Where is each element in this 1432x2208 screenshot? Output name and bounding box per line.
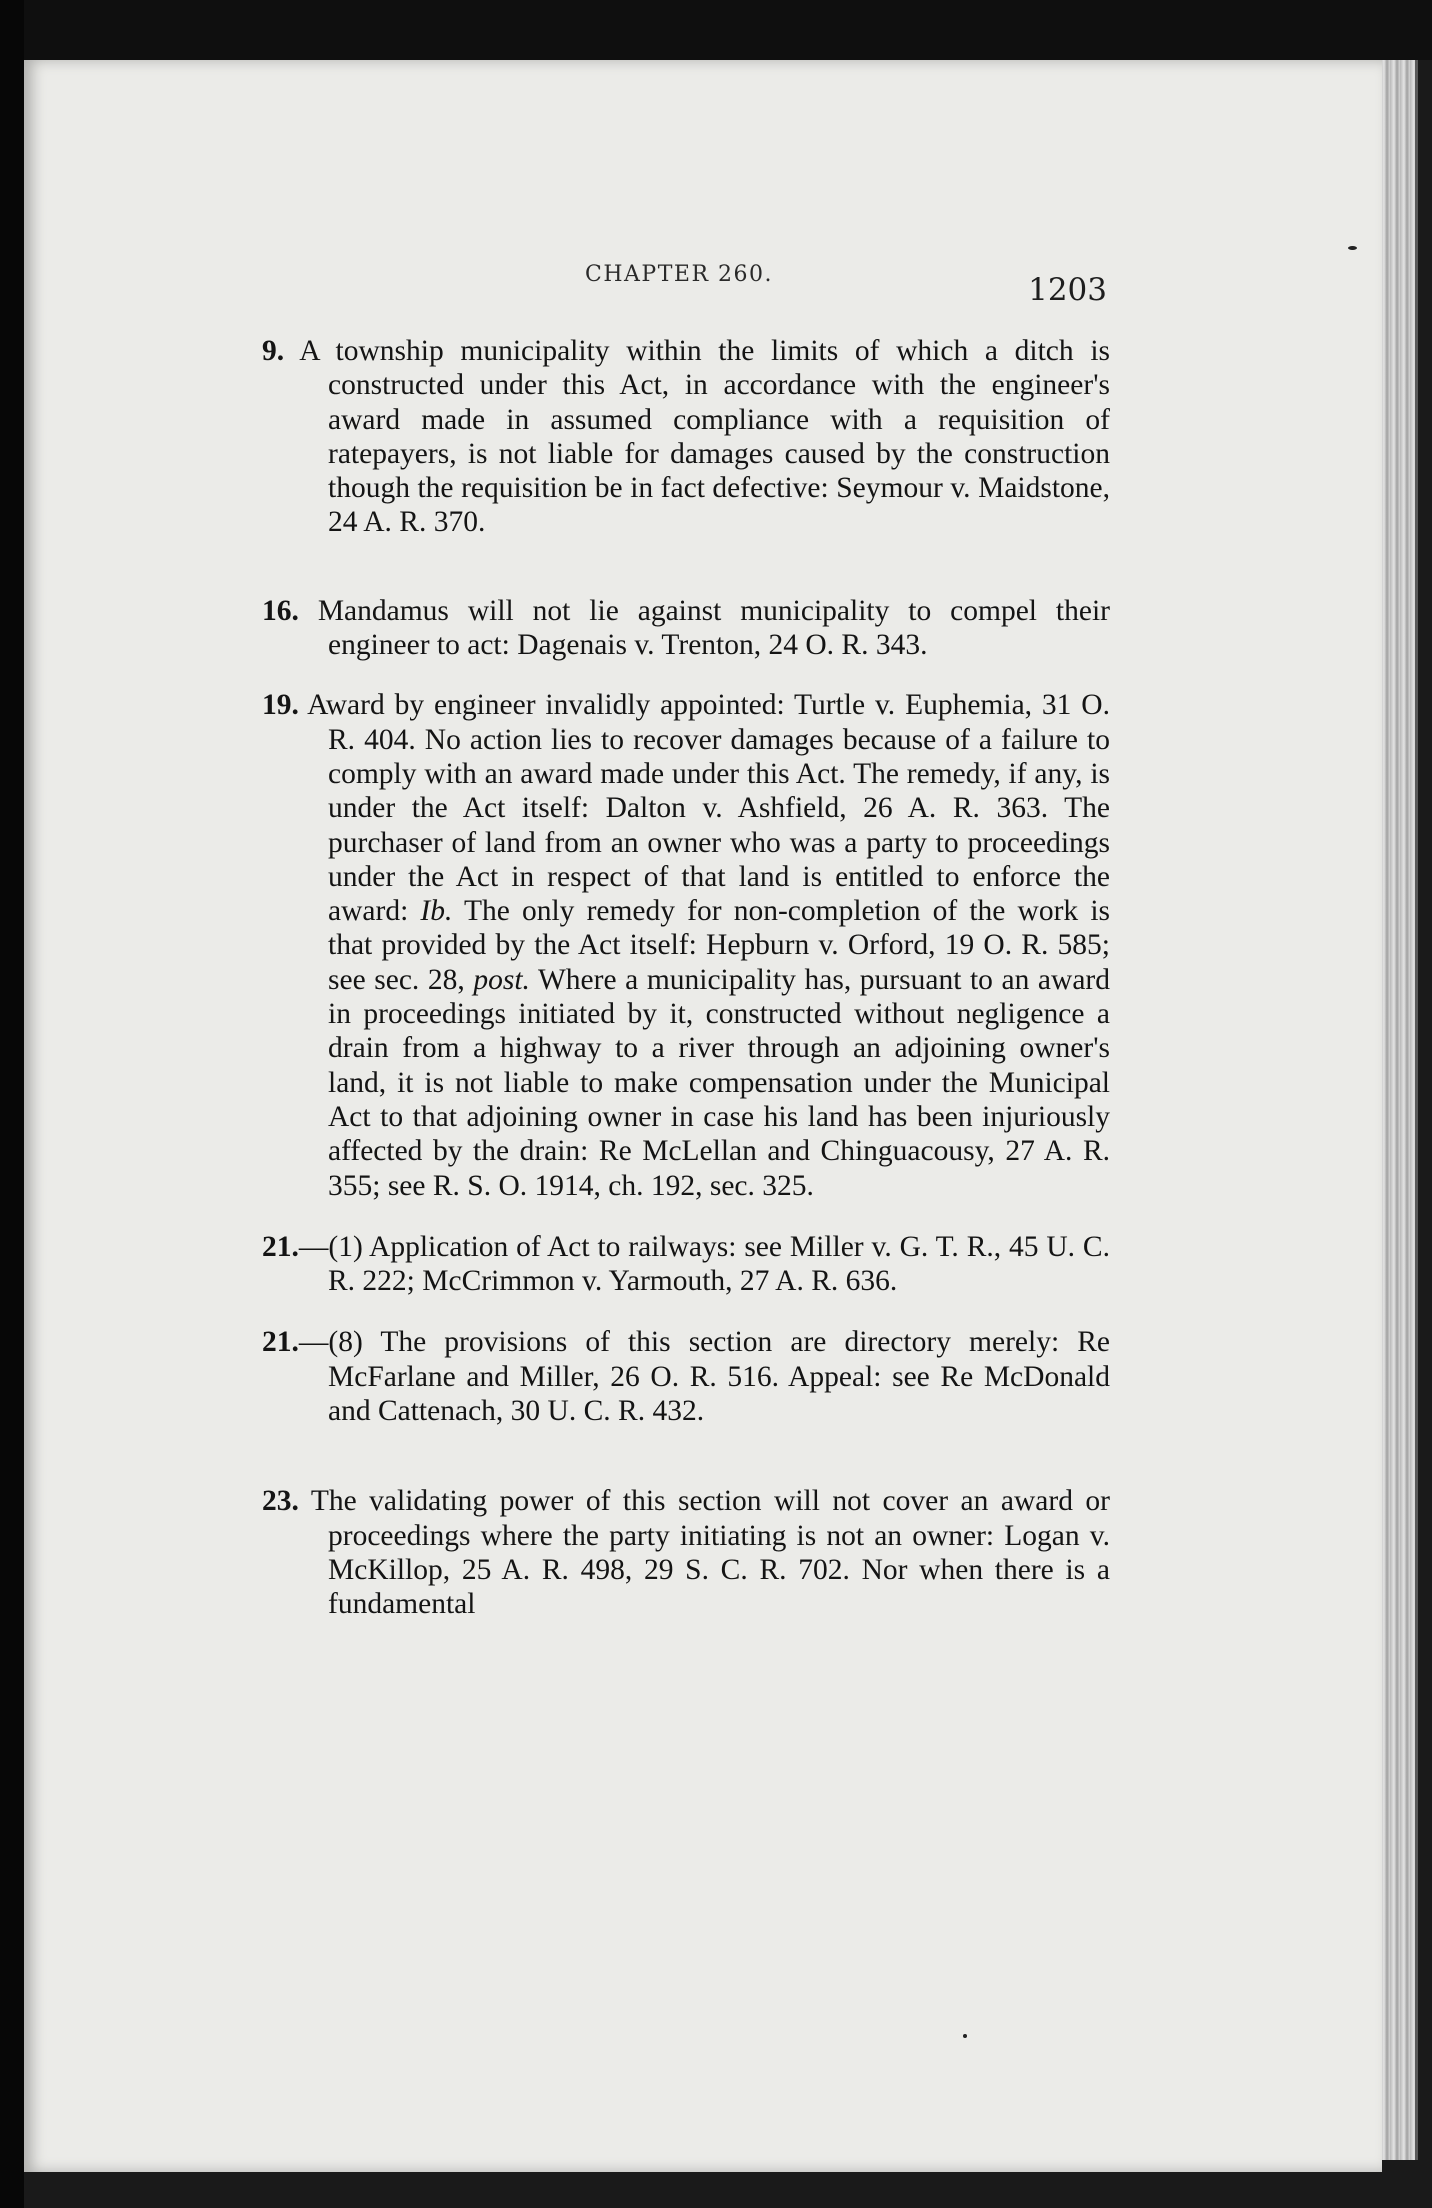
ink-speck <box>1348 246 1357 250</box>
note-text: Where a municipality has, pursuant to an award in proceedings initiated by it, constructed without negligence a drain from a highway to a river through an adjoining owner's land, it is not liable to make compensation under the Municipal Act to that adjoining owner in case his land has been injuriously affected by the drain: Re McLellan and Chinguacousy, 27 A. R. 355; see R. S. O. 1914, ch. 192, sec. 325. <box>328 963 1110 1202</box>
note-text: The only remedy for non-completion of the work is that provided by the Act itself: Hepburn v. Orford, 19 O. R. 585; see sec. 28, <box>328 895 1110 996</box>
note-text: —(1) Application of Act to railways: see Miller v. G. T. R., 45 U. C. R. 222; McCrimmon v. Yarmouth, 27 A. R. 636. <box>298 1230 1110 1298</box>
note-italic: Ib. <box>420 895 453 928</box>
note-text: Mandamus will not lie against municipality to compel their engineer to act: Dagenais v. Trenton, 24 O. R. 343. <box>317 594 1110 662</box>
note-number: 9. <box>262 335 285 367</box>
note-number: 19. <box>262 689 299 722</box>
note-23 <box>262 1484 1110 1621</box>
note-italic: post. <box>473 963 530 996</box>
note-16 <box>262 594 1110 663</box>
page-number: 1203 <box>1028 272 1107 308</box>
ink-speck <box>963 2034 967 2038</box>
running-header: CHAPTER 260. <box>585 262 773 287</box>
note-text: The validating power of this section will not cover an award or proceedings where the party initiating is not an owner: Logan v. McKillop, 25 A. R. 498, 29 S. C. R. 702. Nor when there is a fundamental <box>310 1485 1110 1621</box>
note-number: 21. <box>262 1230 299 1263</box>
note-21-8 <box>262 1325 1110 1428</box>
note-number: 21. <box>262 1326 299 1359</box>
note-text: A township municipality within the limits of which a ditch is constructed under this Act, in accordance with the engineer's award made in assumed compliance with a requisition of ratepayers, is not liable for damages caused by the construction though the requisition be in fact defective: Seymour v. Maidstone, 24 A. R. 370. <box>299 335 1111 539</box>
note-19 <box>262 688 1110 1202</box>
annotations-body <box>262 334 1110 1622</box>
note-9 <box>262 334 1110 540</box>
note-text: Award by engineer invalidly appointed: Turtle v. Euphemia, 31 O. R. 404. No action lies to recover damages because of a failure to comply with an award made under this Act. The remedy, if any, is under the Act itself: Dalton v. Ashfield, 26 A. R. 363. The purchaser of land from an owner who was a party to proceedings under the Act in respect of that land is entitled to enforce the award: <box>307 689 1110 928</box>
note-text: —(8) The provisions of this section are directory merely: Re McFarlane and Miller, 26 O. R. 516. Appeal: see Re McDonald and Cattenach, 30 U. C. R. 432. <box>298 1326 1110 1428</box>
scan-left-border <box>0 0 24 2208</box>
note-number: 23. <box>262 1485 299 1518</box>
scan-top-border <box>0 0 1432 60</box>
note-number: 16. <box>262 594 299 627</box>
note-21-1 <box>262 1230 1110 1299</box>
